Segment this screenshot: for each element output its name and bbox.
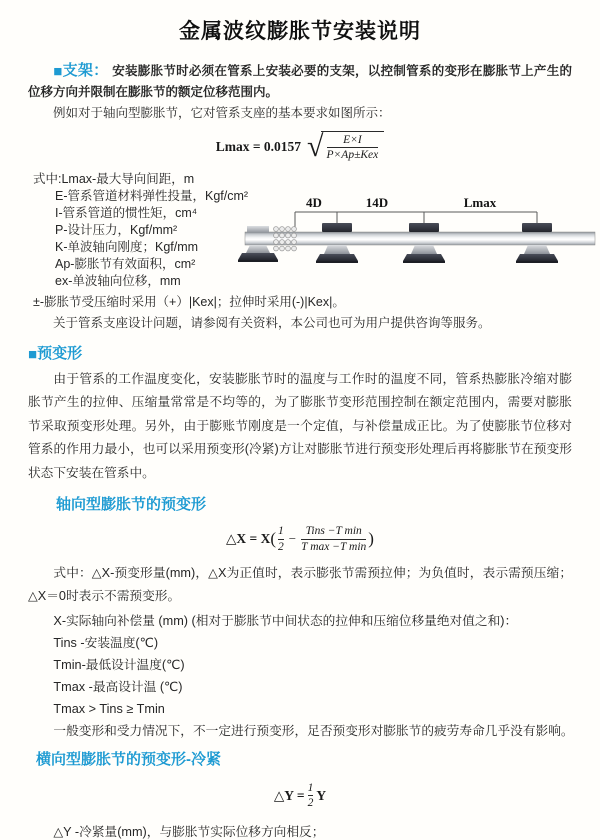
axial-sub-heading: 轴向型膨胀节的预变形 [56, 496, 207, 514]
definition-line: 式中:Lmax-最大导向间距，m [33, 171, 195, 186]
temp-definition-line: 一般变形和受力情况下，不一定进行预变形，足否预变形对膨胀节的疲劳寿命几乎没有影响。 [53, 724, 574, 738]
lateral-note: △Y -冷紧量(mm)，与膨胀节实际位移方向相反； [53, 824, 325, 839]
formula3-rhs: Y [316, 787, 327, 803]
preform-body-paragraph: 由于管系的工作温度变化，安装膨胀节时的温度与工作时的温度不同，管系热膨胀冷缩对膨胀节产生的拉伸、压缩量常常是不均等的，为了膨胀节变形范围控制在额定范围内，需要对膨胀节采取预变形处理。另外，由于膨账节刚度是一个定值，与补偿量成正比。为了使膨胀节位移对管系的作用力最小，也可以采用预变形(冷紧)方让对膨胀节进行预变形处理后再将膨胀节在预变形状态下安装在管系中。 [28, 371, 572, 480]
temp-definition-line: X-实际轴向补偿量 (mm) (相对于膨胀节中间状态的拉伸和压缩位移量绝对值之和)： [53, 614, 518, 628]
formula3-denominator: 2 [307, 797, 314, 810]
support-intro-text: 安装膨胀节时必须在管系上安装必要的支架，以控制管系的变形在膨胀节上产生的位移方向并限制在膨胀节的额定位移范围内。 [28, 64, 572, 99]
lateral-preform-formula [28, 781, 572, 811]
dimension-label-4d: 4D [306, 195, 322, 210]
half-numerator: 1 [278, 525, 284, 538]
definition-line: E-管系管道材料弹性投量，Kgf/cm² [55, 188, 249, 203]
dimension-label-lmax: Lmax [463, 195, 497, 210]
definition-line: P-设计压力，Kgf/mm² [55, 222, 178, 237]
temperature-definitions [28, 612, 572, 740]
pipe-support-diagram [240, 192, 598, 292]
content [0, 60, 600, 840]
formula3-numerator: 1 [307, 782, 314, 794]
support-note: 关于管系支座设计问题，请参阅有关资料，本公司也可为用户提供咨询等服务。 [53, 315, 491, 330]
lateral-sub-heading: 横向型膨胀节的预变形-冷紧 [36, 751, 221, 768]
formula2-half-fraction [278, 524, 284, 554]
axial-formula-explanation: 式中：△X-预变形量(mm)，△X为正值时，表示膨张节需预拉伸；为负值时，表示需预压缩；△X＝0时表示不需预变形。 [28, 566, 572, 603]
page-title: 金属波纹膨胀节安装说明 [179, 20, 421, 43]
temp-definition-line: Tmax > Tins ≥ Tmin [53, 702, 165, 716]
formula2-temp-fraction [301, 524, 366, 554]
minus-sign: − [288, 531, 297, 547]
support-example-line: 例如对于轴向型膨胀节，它对管系支座的基本要求如图所示： [53, 106, 391, 120]
temp-numerator: Tins −T min [305, 525, 362, 538]
formula1-numerator: E×I [343, 134, 362, 146]
axial-preform-formula [28, 524, 572, 554]
temp-definition-line: Tmin-最低设计温度(℃) [53, 658, 185, 672]
formula3-lhs: △Y = [273, 787, 305, 803]
dimension-label-14d: 14D [365, 195, 389, 210]
pipe [245, 232, 595, 245]
formula3-fraction [308, 781, 314, 811]
temp-denominator: T max −T min [301, 540, 367, 553]
close-paren: ) [368, 529, 374, 549]
half-denominator: 2 [278, 540, 284, 553]
definition-line: K-单波轴向刚度；Kgf/mm [55, 239, 199, 254]
temp-definition-line: Tmax -最高设计温 (℃) [53, 680, 183, 694]
section-bullet-icon: ■ [53, 63, 63, 80]
preform-heading-label: 预变形 [37, 344, 83, 362]
open-paren: ( [270, 529, 277, 549]
definition-line: ex-单波轴向位移，mm [55, 273, 181, 288]
temp-definition-line: Tins -安装温度(℃) [53, 636, 159, 650]
formula1-denominator: P×Ap±Kex [326, 149, 379, 162]
section-bullet-icon: ■ [28, 345, 38, 363]
support-section-heading: 支架： [62, 62, 109, 79]
radical-sign: √ [307, 129, 324, 163]
formula1-lhs: Lmax = 0.0157 [215, 138, 302, 154]
formula2-lhs: △X = X [226, 531, 271, 547]
formula1-fraction [321, 131, 385, 163]
definition-line: Ap-膨胀节有效面积，cm² [55, 256, 196, 271]
definition-line: I-管系管道的惯性矩，cm⁴ [55, 205, 198, 220]
preform-section-heading [28, 342, 572, 363]
definition-line: ±-膨胀节受压缩时采用（+）|Kex|；拉伸时采用(-)|Kex|。 [33, 294, 345, 309]
support-paragraph [28, 60, 572, 103]
guide-spacing-formula [28, 131, 572, 163]
